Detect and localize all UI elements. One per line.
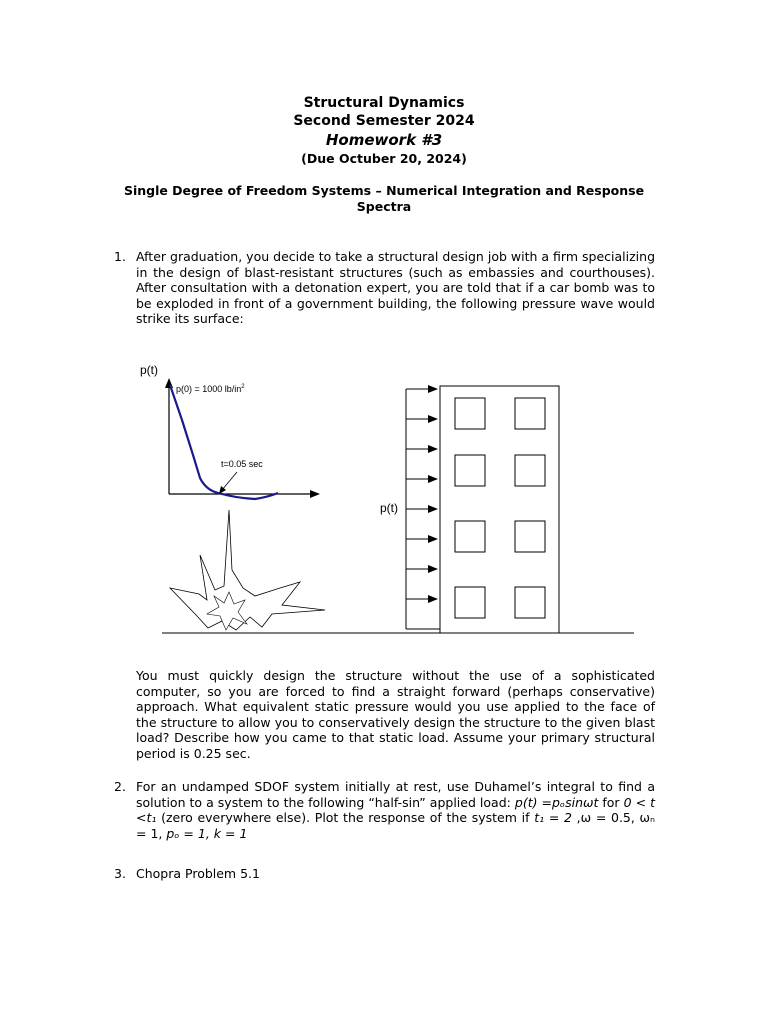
pressure-arrow-head [428,445,438,453]
plot-axis-label: p(t) [140,363,158,377]
building-load-label: p(t) [380,501,398,515]
initial-pressure-label: p(0) = 1000 $lb/in^2$ [176,384,245,394]
problem-1-text: After graduation, you decide to take a structural design job with a firm specializing in the design of blast-resistant structures (such as embassies and courthouses). After consultation with a detonation expert, you are told that if a car bomb was to be exploded in front of a government building, the following pressure wave would strike its surface: [136,249,655,326]
window [515,398,545,429]
pressure-arrow-head [428,385,438,393]
course-title: Structural Dynamics [303,95,465,111]
time-leader-arrow [219,486,226,494]
subtitle: Single Degree of Freedom Systems – Numerical Integration and Response Spectra [123,183,645,214]
window [455,398,485,429]
pressure-curve [170,385,278,499]
pressure-arrows [406,385,438,603]
time-label: t=0.05 sec [221,459,263,469]
window [455,455,485,486]
semester: Second Semester 2024 [293,113,475,129]
explosion-icon [170,510,325,630]
pressure-arrow-head [428,415,438,423]
homework-title: Homework #3 [325,131,443,149]
pressure-arrow-head [428,535,438,543]
pressure-time-plot [140,363,320,499]
window [515,455,545,486]
time-leader-line [222,472,237,490]
window [515,587,545,618]
problem-2-number: 2. [114,779,126,794]
pressure-arrow-head [428,565,438,573]
y-axis-arrow [165,378,173,388]
window [515,521,545,552]
pressure-arrow-head [428,475,438,483]
x-axis-arrow [310,490,320,498]
due-date: (Due Octuber 20, 2024) [301,151,467,166]
problem-3-text: Chopra Problem 5.1 [136,866,260,881]
problem-1-number: 1. [114,249,126,264]
window [455,521,485,552]
problem-1-continuation: You must quickly design the structure without the use of a sophisticated computer, so you are forced to find a straight forward (perhaps conservative) approach. What equivalent static pressure would you use applied to the face of the structure to allow you to conservatively design the structure to the given blast load? Describe how you came to that static load. Assume your primary structural period is 0.25 sec. [136,668,655,761]
pressure-arrow-head [428,505,438,513]
problem-2-text: For an undamped SDOF system initially at rest, use Duhamel’s integral to find a solution to a system to the following “half-sin” applied load: p(t) =pₒsinωt for 0 < t <t₁ (zero everywhere else). Plot the response of the system if t₁ = 2 ,ω = 0.5, ωₙ = 1, pₒ = 1, k = 1 [136,779,656,841]
pressure-arrow-head [428,595,438,603]
window [455,587,485,618]
problem-3-number: 3. [114,866,126,881]
